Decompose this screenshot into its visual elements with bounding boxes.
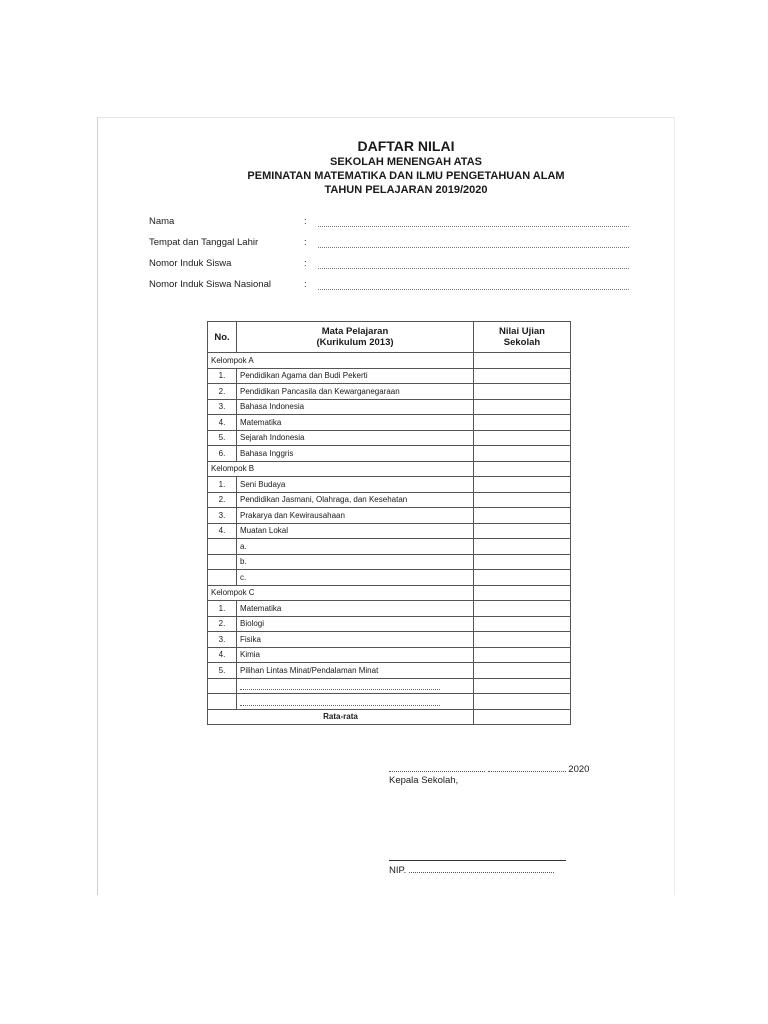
info-colon: : [304,216,307,227]
header-score-line2: Sekolah [503,337,541,348]
score-cell[interactable] [474,492,571,508]
info-colon: : [304,279,307,290]
score-cell[interactable] [474,384,571,400]
score-cell[interactable] [474,477,571,493]
principal-title: Kepala Sekolah, [389,775,459,786]
subject-name: Pendidikan Agama dan Budi Pekerti [237,368,474,384]
score-cell[interactable] [474,430,571,446]
row-no-empty [208,678,237,694]
info-colon: : [304,237,307,248]
table-row [208,694,571,710]
row-no: 6. [208,446,237,462]
row-no-empty [208,570,237,586]
info-label: Nama [149,216,175,227]
score-cell[interactable] [474,461,571,477]
row-no: 1. [208,601,237,617]
score-cell[interactable] [474,539,571,555]
info-label: Nomor Induk Siswa Nasional [149,279,271,290]
table-row [208,368,571,384]
table-header [208,322,571,353]
info-label: Nomor Induk Siswa [149,258,232,269]
specialization: PEMINATAN MATEMATIKA DAN ILMU PENGETAHUAN ALAM [247,170,565,182]
row-no: 4. [208,647,237,663]
group-label-c: Kelompok C [208,585,474,601]
subject-name: Bahasa Indonesia [237,399,474,415]
table-row [208,430,571,446]
principal-nip [389,860,566,876]
group-row [208,461,571,477]
nip-fill-line [409,864,554,873]
row-no: 2. [208,384,237,400]
row-no: 2. [208,616,237,632]
score-cell[interactable] [474,694,571,710]
signature-date [389,763,589,775]
grades-table [207,321,571,725]
subject-name: Biologi [237,616,474,632]
row-no: 1. [208,368,237,384]
row-no-empty [208,539,237,555]
table-row [208,446,571,462]
table-row [208,616,571,632]
table-row [208,492,571,508]
score-cell[interactable] [474,523,571,539]
table-row [208,523,571,539]
table-row [208,647,571,663]
score-cell[interactable] [474,647,571,663]
score-cell[interactable] [474,616,571,632]
info-fill-line [318,258,629,269]
row-no: 4. [208,523,237,539]
subject-name: Prakarya dan Kewirausahaan [237,508,474,524]
table-row [208,601,571,617]
score-cell[interactable] [474,663,571,679]
sub-item: b. [237,554,474,570]
header-score [474,322,571,353]
row-no: 1. [208,477,237,493]
info-row-nisn [149,279,629,300]
signature-year: 2020 [568,764,590,775]
elective-fill[interactable] [237,694,474,710]
subject-name: Kimia [237,647,474,663]
score-cell[interactable] [474,585,571,601]
subject-name: Sejarah Indonesia [237,430,474,446]
score-cell[interactable] [474,446,571,462]
group-row [208,353,571,369]
info-row-nis [149,258,629,279]
subject-name: Pilihan Lintas Minat/Pendalaman Minat [237,663,474,679]
table-row [208,384,571,400]
elective-fill[interactable] [237,678,474,694]
average-label: Rata-rata [208,709,474,725]
row-no: 3. [208,399,237,415]
elective-fill-line [240,681,440,690]
group-label-a: Kelompok A [208,353,474,369]
header-score-line1: Nilai Ujian [499,326,545,337]
average-score-cell[interactable] [474,709,571,725]
subject-name: Fisika [237,632,474,648]
table-row [208,678,571,694]
score-cell[interactable] [474,632,571,648]
score-cell[interactable] [474,601,571,617]
score-cell[interactable] [474,415,571,431]
header-subject [237,322,474,353]
table-row [208,554,571,570]
score-cell[interactable] [474,554,571,570]
student-info [149,216,629,300]
place-fill-line [389,763,485,772]
table-row [208,570,571,586]
score-cell[interactable] [474,399,571,415]
info-row-birth [149,237,629,258]
header-no: No. [208,322,237,353]
average-row [208,709,571,725]
info-colon: : [304,258,307,269]
table-row [208,399,571,415]
subject-name: Matematika [237,601,474,617]
group-label-b: Kelompok B [208,461,474,477]
document-page [97,117,675,895]
sub-item: c. [237,570,474,586]
header-subject-line1: Mata Pelajaran [321,326,389,337]
subject-name: Pendidikan Pancasila dan Kewarganegaraan [237,384,474,400]
info-fill-line [318,216,629,227]
row-no: 4. [208,415,237,431]
row-no: 2. [208,492,237,508]
subject-name: Seni Budaya [237,477,474,493]
date-fill-line [488,763,566,772]
row-no-empty [208,694,237,710]
info-row-name [149,216,629,237]
academic-year: TAHUN PELAJARAN 2019/2020 [324,184,488,196]
info-label: Tempat dan Tanggal Lahir [149,237,259,248]
document-title: DAFTAR NILAI [357,138,455,154]
header-subject-line2: (Kurikulum 2013) [316,337,394,348]
row-no: 5. [208,430,237,446]
score-cell[interactable] [474,508,571,524]
table-row [208,415,571,431]
info-fill-line [318,237,629,248]
school-level: SEKOLAH MENENGAH ATAS [330,156,482,168]
table-row [208,632,571,648]
elective-fill-line [240,697,440,706]
sub-item: a. [237,539,474,555]
score-cell[interactable] [474,353,571,369]
subject-name: Bahasa Inggris [237,446,474,462]
score-cell[interactable] [474,678,571,694]
table-row [208,663,571,679]
row-no-empty [208,554,237,570]
table-row [208,539,571,555]
row-no: 3. [208,632,237,648]
table-row [208,477,571,493]
row-no: 3. [208,508,237,524]
group-row [208,585,571,601]
info-fill-line [318,279,629,290]
subject-name: Muatan Lokal [237,523,474,539]
subject-name: Pendidikan Jasmani, Olahraga, dan Kesehatan [237,492,474,508]
table-row [208,508,571,524]
score-cell[interactable] [474,570,571,586]
score-cell[interactable] [474,368,571,384]
row-no: 5. [208,663,237,679]
nip-label: NIP. [389,865,407,876]
subject-name: Matematika [237,415,474,431]
